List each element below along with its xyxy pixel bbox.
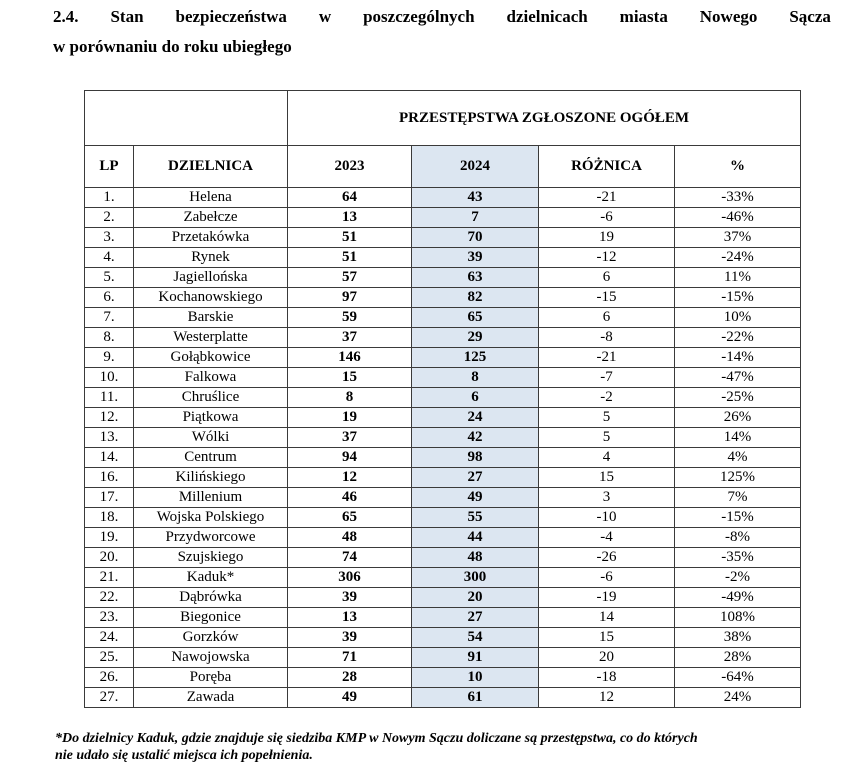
cell-2023: 306 [288, 568, 412, 588]
cell-percent: -15% [675, 288, 801, 308]
cell-district: Westerplatte [134, 328, 288, 348]
title-word: dzielnicach [506, 7, 588, 26]
table-row [85, 288, 801, 308]
cell-percent: -2% [675, 568, 801, 588]
cell-lp: 14. [85, 448, 134, 468]
cell-2023: 48 [288, 528, 412, 548]
cell-district: Kaduk* [134, 568, 288, 588]
cell-lp: 19. [85, 528, 134, 548]
cell-difference: 20 [539, 648, 675, 668]
cell-lp: 4. [85, 248, 134, 268]
table-row [85, 528, 801, 548]
cell-lp: 25. [85, 648, 134, 668]
cell-2024: 44 [412, 528, 539, 548]
cell-difference: -6 [539, 568, 675, 588]
cell-lp: 8. [85, 328, 134, 348]
cell-2023: 37 [288, 328, 412, 348]
cell-lp: 5. [85, 268, 134, 288]
cell-difference: -8 [539, 328, 675, 348]
column-header-district: DZIELNICA [134, 146, 288, 188]
cell-difference: 6 [539, 308, 675, 328]
cell-difference: 5 [539, 408, 675, 428]
cell-lp: 18. [85, 508, 134, 528]
cell-difference: 12 [539, 688, 675, 708]
cell-2024: 55 [412, 508, 539, 528]
cell-2023: 97 [288, 288, 412, 308]
cell-lp: 23. [85, 608, 134, 628]
crime-statistics-table [84, 90, 801, 708]
cell-2024: 63 [412, 268, 539, 288]
cell-2023: 46 [288, 488, 412, 508]
table-row [85, 608, 801, 628]
cell-district: Kochanowskiego [134, 288, 288, 308]
cell-2023: 49 [288, 688, 412, 708]
cell-district: Wólki [134, 428, 288, 448]
cell-percent: -46% [675, 208, 801, 228]
cell-difference: 5 [539, 428, 675, 448]
cell-2024: 24 [412, 408, 539, 428]
cell-percent: 11% [675, 268, 801, 288]
cell-2024: 125 [412, 348, 539, 368]
cell-lp: 9. [85, 348, 134, 368]
cell-lp: 24. [85, 628, 134, 648]
cell-district: Zawada [134, 688, 288, 708]
cell-difference: 14 [539, 608, 675, 628]
cell-2023: 37 [288, 428, 412, 448]
title-word: 2.4. [53, 7, 79, 26]
cell-district: Wojska Polskiego [134, 508, 288, 528]
cell-difference: -21 [539, 188, 675, 208]
table-row [85, 448, 801, 468]
cell-district: Dąbrówka [134, 588, 288, 608]
table-row [85, 428, 801, 448]
cell-district: Millenium [134, 488, 288, 508]
table-row [85, 488, 801, 508]
cell-difference: 19 [539, 228, 675, 248]
title-word: Stan [110, 7, 144, 26]
cell-2024: 29 [412, 328, 539, 348]
cell-2023: 12 [288, 468, 412, 488]
empty-header-cell [85, 91, 288, 146]
cell-percent: -15% [675, 508, 801, 528]
table-row [85, 328, 801, 348]
cell-difference: -12 [539, 248, 675, 268]
table-row [85, 188, 801, 208]
cell-district: Przetakówka [134, 228, 288, 248]
table-row [85, 468, 801, 488]
table-row [85, 268, 801, 288]
table-row [85, 348, 801, 368]
cell-district: Szujskiego [134, 548, 288, 568]
cell-difference: -18 [539, 668, 675, 688]
cell-lp: 21. [85, 568, 134, 588]
cell-difference: -2 [539, 388, 675, 408]
cell-lp: 10. [85, 368, 134, 388]
cell-lp: 2. [85, 208, 134, 228]
cell-difference: -10 [539, 508, 675, 528]
cell-district: Jagiellońska [134, 268, 288, 288]
cell-2023: 15 [288, 368, 412, 388]
cell-percent: -33% [675, 188, 801, 208]
cell-lp: 11. [85, 388, 134, 408]
table-row [85, 248, 801, 268]
cell-percent: -24% [675, 248, 801, 268]
cell-lp: 1. [85, 188, 134, 208]
table-row [85, 228, 801, 248]
cell-lp: 17. [85, 488, 134, 508]
table-row [85, 388, 801, 408]
cell-district: Kilińskiego [134, 468, 288, 488]
cell-lp: 20. [85, 548, 134, 568]
cell-percent: 10% [675, 308, 801, 328]
table-row [85, 648, 801, 668]
cell-2024: 6 [412, 388, 539, 408]
cell-difference: -19 [539, 588, 675, 608]
cell-percent: 37% [675, 228, 801, 248]
cell-2023: 57 [288, 268, 412, 288]
cell-percent: -14% [675, 348, 801, 368]
cell-difference: 3 [539, 488, 675, 508]
cell-2024: 7 [412, 208, 539, 228]
cell-difference: -7 [539, 368, 675, 388]
cell-2023: 65 [288, 508, 412, 528]
table-row [85, 408, 801, 428]
table-row [85, 548, 801, 568]
cell-difference: -21 [539, 348, 675, 368]
cell-2024: 98 [412, 448, 539, 468]
cell-2023: 51 [288, 228, 412, 248]
cell-2024: 8 [412, 368, 539, 388]
cell-difference: 15 [539, 628, 675, 648]
cell-2024: 43 [412, 188, 539, 208]
table-row [85, 208, 801, 228]
table-row [85, 588, 801, 608]
cell-percent: 14% [675, 428, 801, 448]
cell-2023: 94 [288, 448, 412, 468]
cell-2023: 13 [288, 208, 412, 228]
cell-2023: 19 [288, 408, 412, 428]
cell-percent: 4% [675, 448, 801, 468]
cell-2023: 13 [288, 608, 412, 628]
cell-2024: 42 [412, 428, 539, 448]
cell-percent: -25% [675, 388, 801, 408]
cell-2024: 27 [412, 468, 539, 488]
cell-district: Rynek [134, 248, 288, 268]
cell-2023: 39 [288, 628, 412, 648]
cell-2023: 74 [288, 548, 412, 568]
cell-2024: 48 [412, 548, 539, 568]
cell-lp: 26. [85, 668, 134, 688]
cell-2024: 49 [412, 488, 539, 508]
cell-difference: -15 [539, 288, 675, 308]
cell-2024: 70 [412, 228, 539, 248]
cell-district: Barskie [134, 308, 288, 328]
cell-district: Nawojowska [134, 648, 288, 668]
cell-lp: 27. [85, 688, 134, 708]
cell-2023: 8 [288, 388, 412, 408]
table-row [85, 568, 801, 588]
table-row [85, 628, 801, 648]
cell-difference: -6 [539, 208, 675, 228]
cell-difference: 15 [539, 468, 675, 488]
cell-2024: 54 [412, 628, 539, 648]
table-row [85, 368, 801, 388]
section-title-line1 [53, 2, 831, 32]
cell-percent: 125% [675, 468, 801, 488]
cell-lp: 12. [85, 408, 134, 428]
cell-difference: -26 [539, 548, 675, 568]
cell-difference: 6 [539, 268, 675, 288]
cell-district: Piątkowa [134, 408, 288, 428]
cell-2024: 300 [412, 568, 539, 588]
footnote-line2: nie udało się ustalić miejsca ich popełnienia. [55, 748, 313, 763]
cell-percent: -35% [675, 548, 801, 568]
cell-2024: 91 [412, 648, 539, 668]
table-body [85, 188, 801, 708]
table-row [85, 688, 801, 708]
cell-2024: 65 [412, 308, 539, 328]
cell-district: Chruślice [134, 388, 288, 408]
column-header-2023: 2023 [288, 146, 412, 188]
cell-lp: 7. [85, 308, 134, 328]
table-row [85, 308, 801, 328]
section-title-line2: w porównaniu do roku ubiegłego [53, 37, 292, 56]
title-word: Sącza [789, 7, 831, 26]
cell-2023: 59 [288, 308, 412, 328]
cell-lp: 16. [85, 468, 134, 488]
column-header-2024: 2024 [412, 146, 539, 188]
cell-2023: 28 [288, 668, 412, 688]
title-word: bezpieczeństwa [175, 7, 287, 26]
title-word: Nowego [699, 7, 758, 26]
footnote-line1: *Do dzielnicy Kaduk, gdzie znajduje się siedziba KMP w Nowym Sączu doliczane są przestępstwa, co do których [55, 731, 698, 746]
title-word: w [318, 7, 332, 26]
cell-2023: 64 [288, 188, 412, 208]
cell-percent: 38% [675, 628, 801, 648]
cell-percent: 108% [675, 608, 801, 628]
cell-lp: 13. [85, 428, 134, 448]
column-header-percent: % [675, 146, 801, 188]
cell-percent: 28% [675, 648, 801, 668]
group-header: PRZESTĘPSTWA ZGŁOSZONE OGÓŁEM [288, 91, 801, 146]
cell-difference: -4 [539, 528, 675, 548]
cell-percent: -8% [675, 528, 801, 548]
cell-district: Biegonice [134, 608, 288, 628]
cell-lp: 3. [85, 228, 134, 248]
cell-lp: 6. [85, 288, 134, 308]
cell-percent: -49% [675, 588, 801, 608]
cell-percent: 24% [675, 688, 801, 708]
cell-2023: 39 [288, 588, 412, 608]
cell-2024: 10 [412, 668, 539, 688]
cell-district: Poręba [134, 668, 288, 688]
table-row [85, 668, 801, 688]
cell-2024: 39 [412, 248, 539, 268]
cell-lp: 22. [85, 588, 134, 608]
cell-2024: 27 [412, 608, 539, 628]
table-row [85, 508, 801, 528]
cell-2024: 82 [412, 288, 539, 308]
cell-district: Helena [134, 188, 288, 208]
column-header-lp: LP [85, 146, 134, 188]
cell-percent: 26% [675, 408, 801, 428]
cell-percent: -64% [675, 668, 801, 688]
cell-percent: -22% [675, 328, 801, 348]
section-title [53, 2, 831, 62]
cell-district: Gorzków [134, 628, 288, 648]
column-header-difference: RÓŻNICA [539, 146, 675, 188]
cell-district: Falkowa [134, 368, 288, 388]
cell-2023: 71 [288, 648, 412, 668]
cell-2023: 51 [288, 248, 412, 268]
cell-percent: 7% [675, 488, 801, 508]
cell-district: Gołąbkowice [134, 348, 288, 368]
cell-2024: 20 [412, 588, 539, 608]
cell-2023: 146 [288, 348, 412, 368]
title-word: miasta [619, 7, 668, 26]
cell-district: Centrum [134, 448, 288, 468]
title-word: poszczególnych [363, 7, 475, 26]
footnote [55, 730, 835, 764]
cell-difference: 4 [539, 448, 675, 468]
cell-district: Zabełcze [134, 208, 288, 228]
cell-district: Przydworcowe [134, 528, 288, 548]
cell-2024: 61 [412, 688, 539, 708]
cell-percent: -47% [675, 368, 801, 388]
